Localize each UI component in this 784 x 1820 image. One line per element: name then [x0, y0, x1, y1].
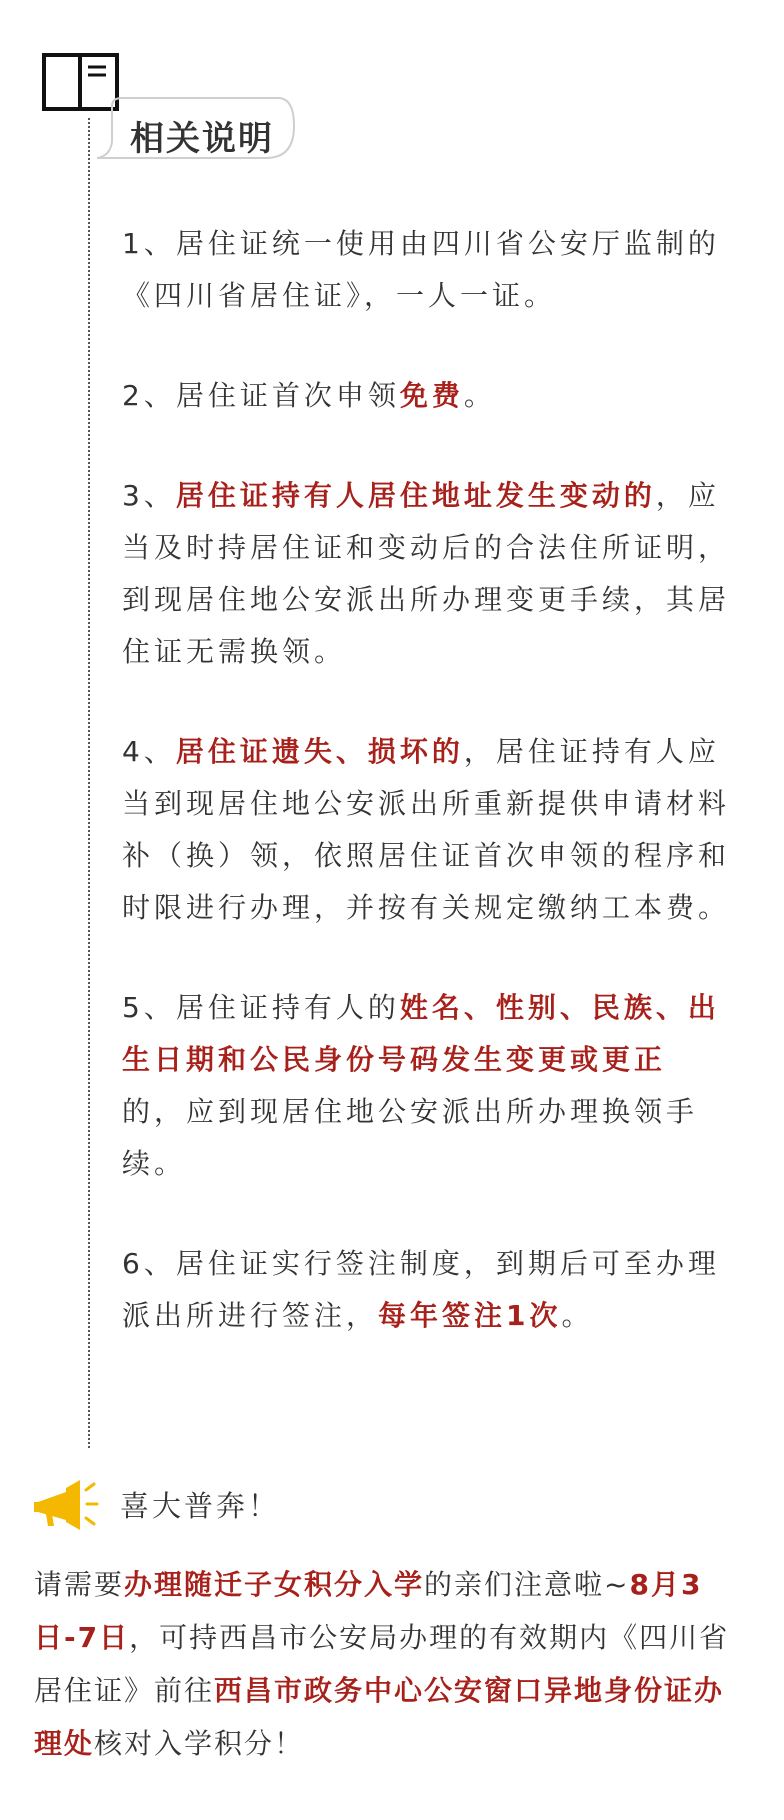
highlight-text: 姓名、性别、民族、出生日期和公民身份号码发生变更或更正: [122, 991, 720, 1076]
body-text: 的，应到现居住地公安派出所办理换领手续。: [122, 1095, 699, 1180]
explanation-item: [122, 470, 730, 678]
highlight-text: 8月3日-7日: [34, 1568, 703, 1654]
body-text: 的亲们注意啦~: [424, 1568, 630, 1601]
body-text: 3、: [122, 479, 176, 512]
body-text: 6、居住证实行签注制度，到期后可至办理派出所进行签注，: [122, 1247, 720, 1332]
section-heading: [96, 96, 304, 174]
explanation-item: [122, 218, 730, 322]
explanation-list: [122, 218, 730, 1390]
dotted-timeline: [88, 118, 90, 1448]
megaphone-icon: [32, 1476, 102, 1532]
cheer-line: [32, 1476, 732, 1536]
highlight-text: 居住证遗失、损坏的: [175, 735, 464, 768]
highlight-text: 免费: [399, 379, 464, 412]
notice-paragraph: [34, 1558, 754, 1770]
body-text: 4、: [122, 735, 176, 768]
page-title: 相关说明: [130, 119, 274, 159]
body-text: 2、居住证首次申领: [122, 379, 400, 412]
explanation-item: [122, 982, 730, 1190]
explanation-item: [122, 726, 730, 934]
body-text: 5、居住证持有人的: [122, 991, 400, 1024]
highlight-text: 西昌市政务中心公安窗口异地身份证办理处: [34, 1674, 725, 1760]
cheer-text: 喜大普奔！: [120, 1489, 281, 1523]
body-text: ，可持西昌市公安局办理的有效期内《四川省居住证》前往: [34, 1621, 730, 1707]
highlight-text: 居住证持有人居住地址发生变动的: [175, 479, 656, 512]
body-text: ，应当及时持居住证和变动后的合法住所证明，到现居住地公安派出所办理变更手续，其居住证无需换领。: [122, 479, 731, 668]
body-text: 。: [561, 1299, 594, 1332]
body-text: 1、居住证统一使用由四川省公安厅监制的《四川省居住证》，一人一证。: [122, 227, 720, 312]
body-text: 核对入学积分！: [94, 1727, 305, 1760]
body-text: ，居住证持有人应当到现居住地公安派出所重新提供申请材料补（换）领，依照居住证首次申领的程序和时限进行办理，并按有关规定缴纳工本费。: [122, 735, 731, 924]
highlight-text: 办理随迁子女积分入学: [124, 1568, 425, 1601]
explanation-item: [122, 1238, 730, 1342]
body-text: 。: [463, 379, 496, 412]
explanation-item: [122, 370, 730, 422]
highlight-text: 每年签注1次: [378, 1299, 562, 1332]
body-text: 请需要: [34, 1568, 125, 1601]
